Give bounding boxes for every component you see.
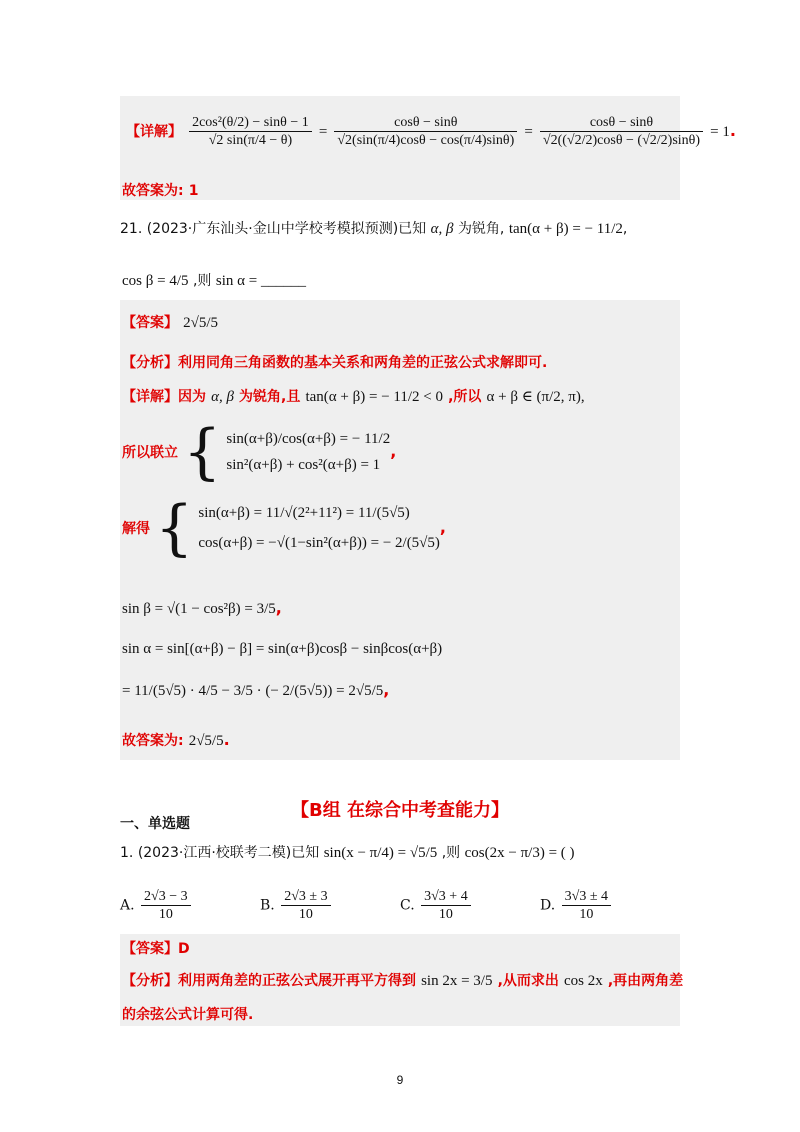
q21-sinb-row: sin β = √(1 − cos²β) = 3/5, (122, 598, 282, 617)
q21-calc: = 11/(5√5) · 4/5 − 3/5 · (− 2/(5√5)) = 2√5/5 (122, 683, 384, 699)
section-title: 【B组 在综合中考查能力】 (291, 800, 509, 821)
brace: { (155, 493, 194, 563)
analysis-label: 【分析】 (122, 973, 178, 989)
q21-cos-condition: cos β = 4/5 (122, 273, 189, 289)
analysis-label: 【分析】 (122, 355, 178, 371)
q1-analysis-row-2 (122, 1004, 253, 1024)
q21-acute: 为锐角, (457, 221, 505, 237)
option-den: 10 (438, 907, 453, 922)
q1-source: (2023·江西·校联考二模)已知 (137, 845, 320, 861)
q1-option-b[interactable] (260, 888, 333, 923)
option-num: 2√3 − 3 (141, 888, 191, 906)
q21-system-eq1: sin(α+β)/cos(α+β) = − 11/2 (226, 431, 391, 447)
brace: { (183, 417, 222, 487)
q1-analysis-e: ,再由两角差 (607, 973, 684, 989)
option-num: 2√3 ± 3 (281, 888, 330, 906)
final-answer-row (122, 180, 198, 200)
q21-solve-row: 解得 { sin(α+β) = 11/√(2²+11²) = 11/(5√5) cos(α+β) = −√(1−sin²(α+β)) = − 2/(5√5) , (122, 493, 446, 563)
option-num: 3√3 + 4 (421, 888, 471, 906)
detail-result: = 1 (710, 124, 730, 140)
q1-stem (120, 842, 575, 862)
q21-system-row: 所以联立 { sin(α+β)/cos(α+β) = − 11/2 sin²(α+β) + cos²(α+β) = 1 , (122, 417, 397, 487)
q21-detail-because: 因为 (178, 389, 206, 405)
q21-detail-vars: α, β (211, 389, 234, 405)
q1-condition: sin(x − π/4) = √5/5 (323, 845, 438, 861)
answer-label: 【答案】 (122, 941, 178, 957)
detail-row: 【详解】 $\frac{\text{2cos²(θ/2) − sinθ − 1}}{√2 \sin(\pi/4 - \theta)}$ = $\frac{\cos\theta - \sin\theta}{√2(\sin(\pi/4)\cos\theta - \cos(\pi/4)\sin\theta)}$ = $\frac{\cos\theta - \sin\theta}{√2((√2/2)\cos\theta - (√2/2)\sin\theta)}$ = 1. (126, 115, 736, 148)
final-answer-value: 1 (188, 183, 199, 199)
answer-label: 【答案】 (122, 315, 178, 331)
single-choice-heading: 一、单选题 (120, 816, 190, 832)
prev-solution-box (120, 96, 736, 200)
q21-calc-row: = 11/(5√5) · 4/5 − 3/5 · (− 2/(5√5)) = 2√5/5, (122, 680, 390, 699)
detail-frac-1-num: 2cos²(θ/2) − sinθ − 1 (189, 114, 312, 132)
q21-solve-system (198, 498, 440, 558)
detail-label: 【详解】 (122, 389, 178, 405)
page-number: 9 (396, 1073, 404, 1087)
q21-analysis-row (122, 352, 547, 372)
q21-system-label: 所以联立 (122, 445, 178, 461)
detail-frac-1-den: √2 sin(π/4 − θ) (208, 133, 293, 148)
detail-frac-1 (189, 114, 312, 149)
q21-answer-value: 2√5/5 (183, 315, 218, 331)
option-letter: D. (540, 897, 556, 914)
detail-frac-3-den: √2((√2/2)cosθ − (√2/2)sinθ) (542, 133, 701, 148)
equals: = (524, 124, 533, 140)
q21-ask: sin α = ______ (215, 273, 306, 289)
q1-option-a[interactable] (120, 888, 193, 923)
q1-number: 1. (120, 845, 134, 861)
q1-analysis-f: 的余弦公式计算可得. (122, 1007, 254, 1023)
q21-number: 21. (120, 221, 143, 237)
q21-detail-row-1 (122, 386, 585, 406)
q21-solve-eq2: cos(α+β) = −√(1−sin²(α+β)) = − 2/(5√5) (198, 535, 440, 551)
q21-detail-acute: 为锐角,且 (239, 389, 301, 405)
q1-analysis-sin2x: sin 2x = 3/5 (421, 973, 493, 989)
q21-detail-range: α + β ∈ (π/2, π), (486, 389, 585, 405)
detail-label: 【详解】 (126, 124, 182, 140)
option-frac (562, 888, 611, 923)
option-letter: A. (120, 897, 135, 914)
option-frac (281, 888, 330, 923)
equals: = (318, 124, 328, 140)
q1-analysis-c: ,从而求出 (497, 973, 559, 989)
q21-detail-tan: tan(α + β) = − 11/2 < 0 (305, 389, 443, 405)
q1-option-c[interactable] (400, 888, 473, 923)
q21-vars: α, β (430, 221, 454, 237)
q21-system-eq2: sin²(α+β) + cos²(α+β) = 1 (226, 457, 381, 473)
q1-solution-box (120, 934, 684, 1026)
q21-tan-condition: tan(α + β) = − 11/2 (508, 221, 623, 237)
option-frac (141, 888, 191, 923)
q21-solution-box (120, 300, 680, 760)
q21-sina: sin α = sin[(α+β) − β] = sin(α+β)cosβ − sinβcos(α+β) (122, 641, 443, 657)
q1-analysis-a: 利用两角差的正弦公式展开再平方得到 (178, 973, 416, 989)
q21-stem-line2 (122, 270, 306, 290)
q1-ask: cos(2x − π/3) = ( ) (464, 845, 575, 861)
option-den: 10 (579, 907, 594, 922)
option-frac (421, 888, 471, 923)
q1-analysis-row (122, 970, 683, 990)
q21-solve-eq1: sin(α+β) = 11/√(2²+11²) = 11/(5√5) (198, 505, 410, 521)
q21-stem-line1: 21. (2023·广东汕头·金山中学校考模拟预测)已知 α, β 为锐角, tan(α + β) = − 11/2, (120, 221, 628, 237)
q21-analysis-text: 利用同角三角函数的基本关系和两角差的正弦公式求解即可. (178, 355, 548, 371)
q1-then: ,则 (441, 845, 461, 861)
q1-analysis-cos2x: cos 2x (564, 973, 603, 989)
q21-sina-row (122, 638, 442, 658)
option-letter: B. (260, 897, 275, 914)
q21-detail-so: ,所以 (448, 389, 482, 405)
final-answer-label: 故答案为: (122, 733, 184, 749)
q21-sinb: sin β = √(1 − cos²β) = 3/5 (122, 601, 276, 617)
q1-option-d[interactable] (540, 888, 613, 923)
q21-then: ,则 (192, 273, 212, 289)
detail-frac-2 (334, 114, 517, 149)
q21-answer-row (122, 312, 218, 332)
option-num: 3√3 ± 4 (562, 888, 611, 906)
final-answer-label: 故答案为: (122, 183, 184, 199)
q21-final-row: 故答案为: 2√5/5. (122, 730, 230, 749)
q21-final-value: 2√5/5 (188, 733, 224, 749)
option-den: 10 (158, 907, 173, 922)
q21-source: (2023·广东汕头·金山中学校考模拟预测)已知 (146, 221, 427, 237)
q21-system (226, 426, 390, 478)
option-letter: C. (400, 897, 415, 914)
q1-answer-value: D (178, 941, 190, 957)
q21-solve-label: 解得 (122, 521, 150, 537)
q1-answer-row (122, 938, 190, 958)
detail-frac-3-num: cosθ − sinθ (540, 114, 703, 132)
detail-frac-2-num: cosθ − sinθ (334, 114, 517, 132)
detail-frac-3 (540, 114, 703, 149)
detail-frac-2-den: √2(sin(π/4)cosθ − cos(π/4)sinθ) (337, 133, 515, 148)
option-den: 10 (298, 907, 313, 922)
